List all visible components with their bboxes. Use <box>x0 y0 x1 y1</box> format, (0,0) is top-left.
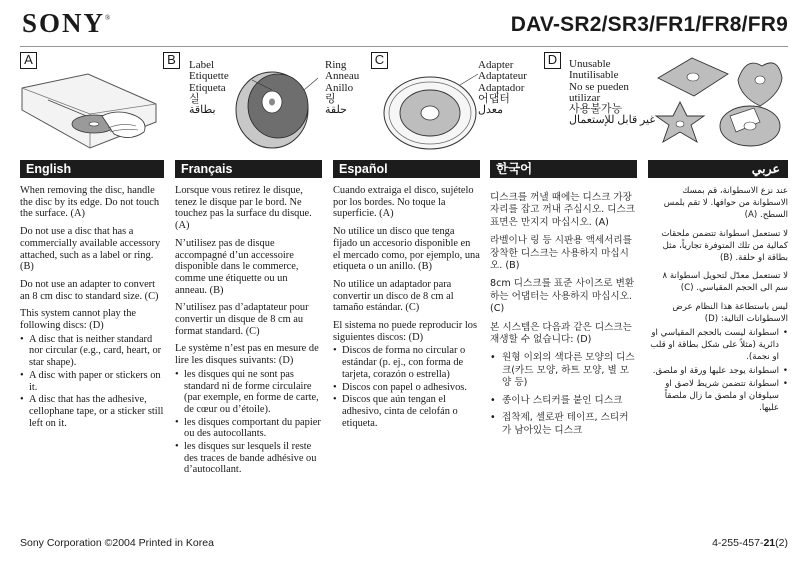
footer-part-number: 4-255-457-21(2) <box>712 537 788 549</box>
list-item: • Discos que aún tengan el adhesivo, cinta de celofán o etiqueta. <box>333 394 480 429</box>
english-p3: Do not use an adapter to convert an 8 cm disc to standard size. (C) <box>20 278 159 302</box>
section-header-french: Français <box>175 160 322 178</box>
list-item: • Discos de forma no circular o estándar (p. ej., con forma de tarjeta, corazón o estrella) <box>333 345 480 380</box>
english-column <box>20 185 164 430</box>
panel-b-ring-callout: Ring Anneau Anillo 링 حلقة <box>325 59 360 117</box>
french-column <box>175 185 322 477</box>
section-header-arabic: عربي <box>648 160 788 178</box>
french-p4: Le système n’est pas en mesure de lire les disques suivants: (D) <box>175 343 319 367</box>
arabic-column <box>648 185 788 415</box>
french-p1: Lorsque vous retirez le disque, tenez le disque par le bord. Ne touchez pas la surface du disque. (A) <box>175 185 312 232</box>
list-item: • 종이나 스티커를 붙인 디스크 <box>490 395 637 407</box>
sony-logo: SONY® <box>22 8 111 38</box>
footer-copyright: Sony Corporation ©2004 Printed in Korea <box>20 537 214 549</box>
header-divider <box>20 46 788 47</box>
model-number: DAV-SR2/SR3/FR1/FR8/FR9 <box>510 13 788 36</box>
korean-p2: 라벨이나 링 등 시판용 액세서리를 장착한 디스크는 사용하지 마십시오. (B) <box>490 235 632 272</box>
list-item: • les disques comportant du papier ou des autocollants. <box>175 417 322 440</box>
arabic-p2: لا تستعمل اسطوانة تتضمن ملحقات كمالية من تلك المتوفرة تجارياً، مثل بطاقة او حلقة. (B) <box>661 228 788 264</box>
panel-c-adapter-callout: Adapter Adaptateur Adaptador 어댑터 معدل <box>478 59 527 117</box>
french-p2: N’utilisez pas de disque accompagné d’un accessoire disponible dans le commerce, comme une étiquette ou un anneau. (B) <box>175 237 299 296</box>
section-header-korean: 한국어 <box>490 160 637 178</box>
spanish-p3: No utilice un adaptador para convertir un disco de 8 cm al tamaño estándar. (C) <box>333 278 454 314</box>
list-item: • اسطوانة ليست بالحجم المقياسي او دائرية (مثلاً على شكل بطاقة او قلب او نجمة). <box>648 327 788 364</box>
arabic-p1: عند نزع الاسطوانة، قم بمسك الاسطوانة من حوافها. لا تقم بلمس السطح. (A) <box>663 186 788 221</box>
section-header-spanish: Español <box>333 160 480 178</box>
list-item: • Discos con papel o adhesivos. <box>333 382 480 394</box>
list-item: • 원형 이외의 색다른 모양의 디스크(카드 모양, 하트 모양, 별 모양 등) <box>490 352 637 389</box>
english-p1: When removing the disc, handle the disc by its edge. Do not touch the surface. (A) <box>20 185 160 220</box>
panel-d-letter: D <box>544 52 561 69</box>
panel-a-handling-illustration <box>18 70 158 150</box>
list-item: • les disques sur lesquels il reste des traces de bande adhésive ou d’autocollant. <box>175 441 322 476</box>
spanish-p4: El sistema no puede reproducir los siguientes discos: (D) <box>333 320 477 343</box>
panel-b-label-callout: Label Etiquette Etiqueta 실 بطاقة <box>189 59 229 117</box>
korean-p3: 8cm 디스크를 표준 사이즈로 변환하는 어댑터는 사용하지 마십시오. (C) <box>490 278 635 315</box>
list-item: • 접착제, 셀로판 테이프, 스티커가 남아있는 디스크 <box>490 412 637 437</box>
korean-p1: 디스크를 꺼낼 때에는 디스크 가장자리를 잡고 꺼내 주십시오. 디스크 표면은 만지지 마십시오. (A) <box>490 192 635 228</box>
spanish-p1: Cuando extraiga el disco, sujételo por los bordes. No toque la superficie. (A) <box>333 185 474 220</box>
panel-b-letter: B <box>163 52 180 69</box>
list-item: • les disques qui ne sont pas standard ni de forme circulaire (par exemple, en forme de carte, de cœur ou d’étoile). <box>175 369 322 416</box>
section-header-english: English <box>20 160 164 178</box>
korean-p4: 본 시스템은 다음과 같은 디스크는 재생할 수 없습니다: (D) <box>490 321 632 346</box>
arabic-p3: لا تستعمل معدّل لتحويل اسطوانة ٨ سم الى الحجم المقياسي. (C) <box>662 271 788 294</box>
list-item: • اسطوانة يوجد عليها ورقة او ملصق. <box>648 365 788 377</box>
list-item: • اسطوانة تتضمن شريط لاصق او سيلوفان او ملصق ما زال ملصقاً عليها. <box>648 378 788 415</box>
spanish-column <box>333 185 480 430</box>
arabic-p4: ليس باستطاعة هذا النظام عرض الاسطوانات التالية: (D) <box>672 301 788 324</box>
panel-a-letter: A <box>20 52 37 69</box>
panel-c-letter: C <box>371 52 388 69</box>
french-p3: N’utilisez pas d’adaptateur pour convertir un disque de 8 cm au format standard. (C) <box>175 302 309 337</box>
panel-b-disc-with-label-illustration <box>232 60 322 155</box>
panel-c-adapter-illustration <box>380 70 480 152</box>
list-item: • A disc with paper or stickers on it. <box>20 370 164 393</box>
korean-column <box>490 192 637 442</box>
english-p2: Do not use a disc that has a commercially available accessory attached, such as a label or ring. (B) <box>20 226 161 273</box>
list-item: • A disc that is neither standard nor circular (e.g., card, heart, or star shape). <box>20 334 164 369</box>
english-p4: This system cannot play the following discs: (D) <box>20 308 137 332</box>
list-item: • A disc that has the adhesive, cellophane tape, or a sticker still left on it. <box>20 394 164 429</box>
panel-d-unusable-discs-illustration <box>650 50 790 150</box>
panel-d-unusable-callout: Unusable Inutilisable No se pueden utilizar 사용불가능 غير قابل للإستعمال <box>569 58 656 127</box>
spanish-p2: No utilice un disco que tenga fijado un accesorio disponible en el mercado como, por ejemplo, una etiqueta o un anillo. (B) <box>333 226 480 273</box>
